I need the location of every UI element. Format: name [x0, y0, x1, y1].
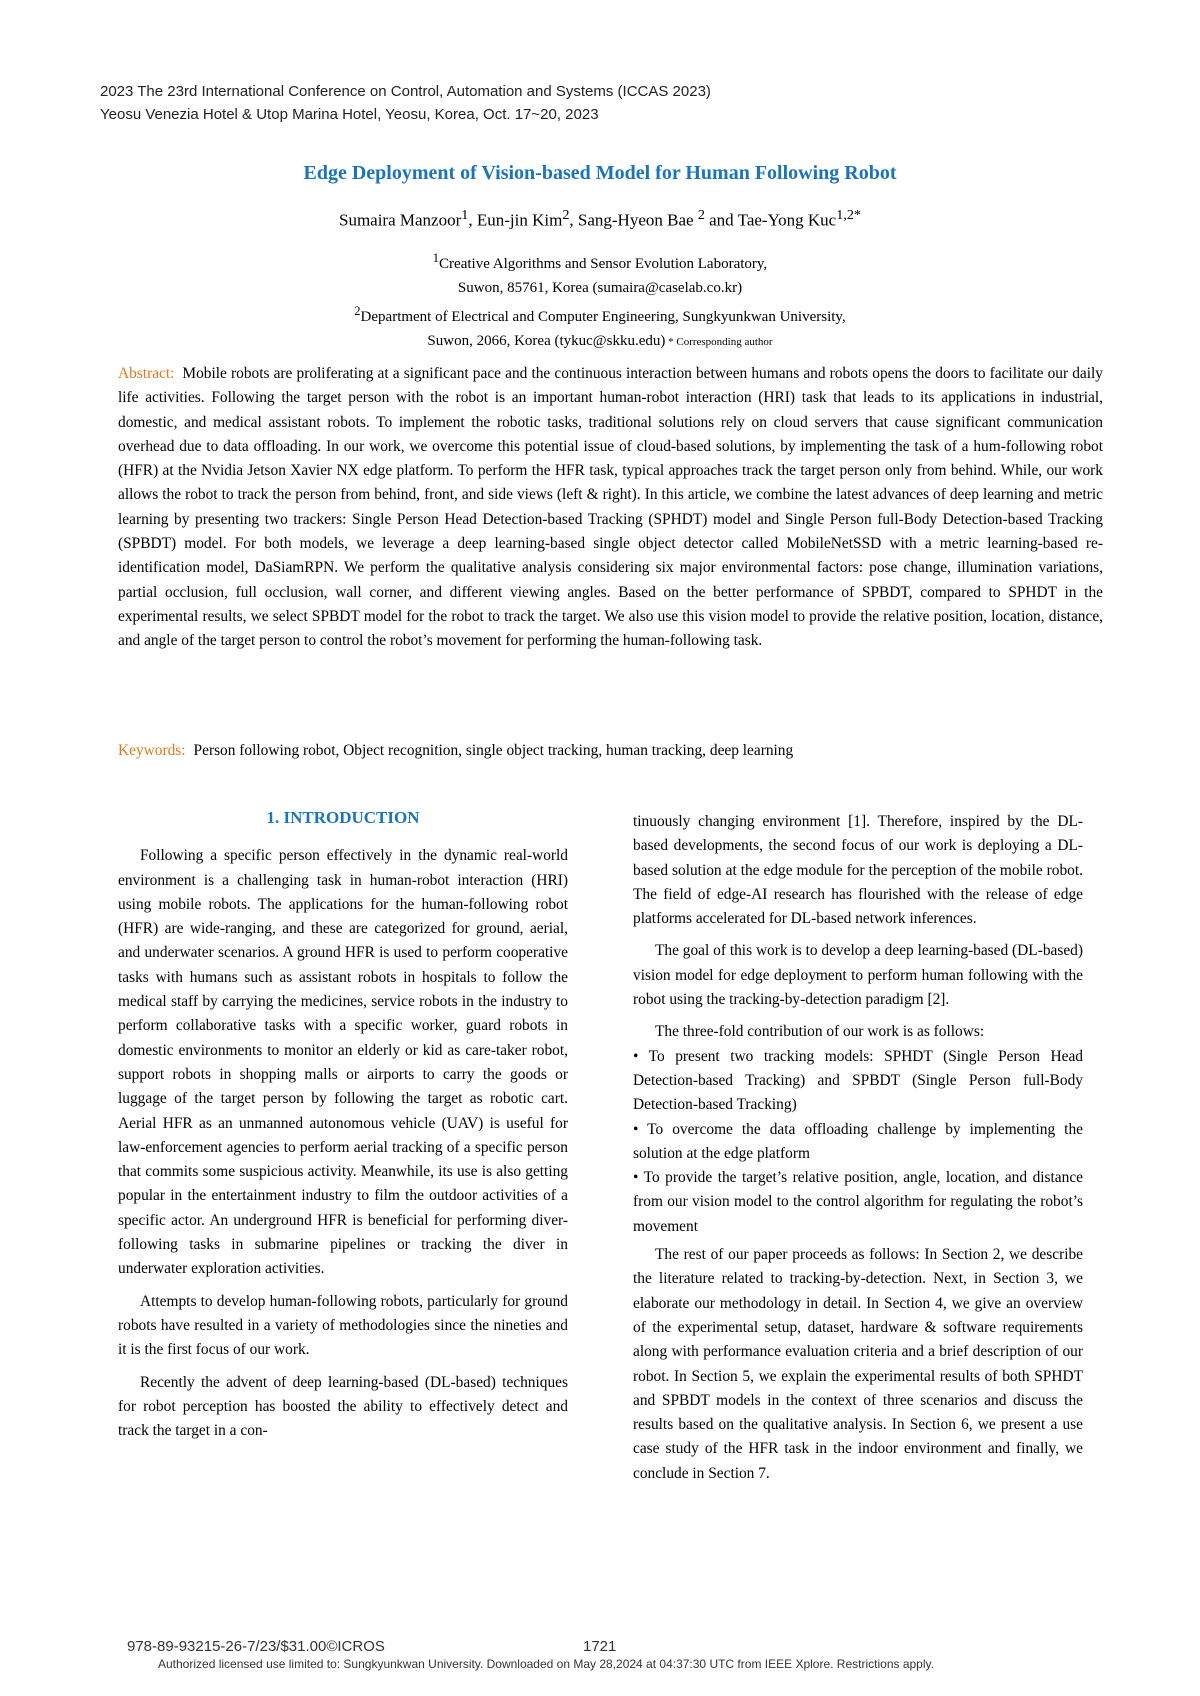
list-item: • To present two tracking models: SPHDT (Single Person Head Detection-based Tracking) and SPBDT (Single Person full-Body Detection-based Tracking)	[633, 1045, 1083, 1118]
affil-sup-1: 1	[432, 251, 440, 265]
author-4-affil: 1,2*	[836, 207, 862, 223]
paragraph: The rest of our paper proceeds as follows: In Section 2, we describe the literature related to tracking-by-detection. Next, in Section 3, we elaborate our methodology in detail. In Section 4, we give an overview of the experimental setup, dataset, hardware & software requirements along with performance evaluation criteria and a brief description of our robot. In Section 5, we explain the experimental results of both SPHDT and SPBDT models in the context of three scenarios and discuss the results based on the qualitative analysis. In Section 6, we present a use case study of the HFR task in the indoor environment and finally, we conclude in Section 7.	[633, 1246, 1083, 1482]
conference-line-2: Yeosu Venezia Hotel & Utop Marina Hotel, Yeosu, Korea, Oct. 17~20, 2023	[100, 106, 599, 123]
abstract	[118, 362, 1103, 654]
paragraph: The goal of this work is to develop a deep learning-based (DL-based) vision model for edge deployment to perform human following with the robot using the tracking-by-detection paradigm [2].	[633, 942, 1083, 1009]
right-column	[633, 810, 1083, 1494]
affiliations	[0, 247, 1200, 354]
isbn-text: 978-89-93215-26-7/23/$31.00©ICROS	[127, 1638, 385, 1655]
paragraph: tinuously changing environment [1]. Therefore, inspired by the DL-based developments, the second focus of our work is deploying a DL-based solution at the edge module for the perception of the mobile robot. The field of edge-AI research has flourished with the release of edge platforms accelerated for DL-based network inferences.	[633, 813, 1083, 928]
conference-header	[100, 80, 711, 126]
left-column	[118, 806, 568, 1451]
affiliation-2-address	[0, 330, 1200, 355]
author-1-affil: 1	[461, 207, 469, 223]
keywords-label: Keywords:	[118, 742, 186, 759]
page-number: 1721	[583, 1638, 617, 1655]
affil-sup-2: 2	[354, 304, 361, 318]
section-heading-introduction: 1. INTRODUCTION	[266, 808, 420, 827]
author-2-affil: 2	[562, 207, 570, 223]
author-list	[0, 207, 1200, 231]
corresponding-author-note: * Corresponding author	[665, 335, 773, 348]
abstract-label: Abstract:	[118, 365, 175, 382]
conference-line-1: 2023 The 23rd International Conference on Control, Automation and Systems (ICCAS 2023)	[100, 83, 711, 100]
author-4: and Tae-Yong Kuc	[704, 210, 837, 230]
paragraph: The three-fold contribution of our work is as follows:	[655, 1023, 985, 1041]
affiliation-2-name	[0, 300, 1200, 330]
page-footer	[127, 1638, 1127, 1655]
contribution-list	[633, 1045, 1083, 1239]
author-3-affil: 2	[697, 207, 705, 223]
paragraph: Following a specific person effectively in the dynamic real-world environment is a challenging task in human-robot interaction (HRI) using mobile robots. The applications for the human-following robot (HFR) are wide-ranging, and these are categorized for ground, aerial, and underwater scenarios. A ground HFR is used to perform cooperative tasks with humans such as assistant robots in hospitals to follow the medical staff by carrying the medicines, service robots in the industry to perform collaborative tasks with a specific worker, guard robots in domestic environments to monitor an elderly or kid as care-taker robot, support robots in shopping malls or airports to carry the goods or luggage of the target person by following the target as robotic cart. Aerial HFR as an unmanned autonomous vehicle (UAV) is useful for law-enforcement agencies to perform aerial tracking of a specific person that commits some suspicious activity. Meanwhile, its use is also getting popular in the entertainment industry to film the outdoor activities of a specific actor. An underground HFR is beneficial for performing diver-following tasks in submarine pipelines or tracking the diver in underwater exploration activities.	[118, 847, 568, 1278]
affiliation-1-address: Suwon, 85761, Korea (sumaira@caselab.co.kr)	[457, 279, 743, 296]
list-item: • To provide the target’s relative position, angle, location, and distance from our vision model to the control algorithm for regulating the robot’s movement	[633, 1166, 1083, 1239]
keywords	[118, 742, 793, 760]
keywords-text: Person following robot, Object recognition, single object tracking, human tracking, deep learning	[193, 742, 794, 759]
list-item: • To overcome the data offloading challenge by implementing the solution at the edge platform	[633, 1118, 1083, 1167]
author-2: , Eun-jin Kim	[468, 210, 563, 230]
author-1: Sumaira Manzoor	[338, 210, 462, 230]
affiliation-1-name	[0, 247, 1200, 277]
affil-line-4: Suwon, 2066, Korea (tykuc@skku.edu)	[427, 332, 666, 349]
paragraph: Attempts to develop human-following robots, particularly for ground robots have resulted in a variety of methodologies since the nineties and it is the first focus of our work.	[118, 1292, 568, 1359]
abstract-text: Mobile robots are proliferating at a significant pace and the continuous interaction between humans and robots opens the doors to facilitate our daily life activities. Following the target person with the robot is an important human-robot interaction (HRI) task that leads to its applications in industrial, domestic, and medical assistant robots. To implement the robotic tasks, traditional solutions rely on cloud servers that cause significant communication overhead due to data offloading. In our work, we overcome this potential issue of cloud-based solutions, by implementing the task of a hum-following robot (HFR) at the Nvidia Jetson Xavier NX edge platform. To perform the HFR task, typical approaches track the target person only from behind. While, our work allows the robot to track the person from behind, front, and side views (left & right). In this article, we combine the latest advances of deep learning and metric learning by presenting two trackers: Single Person Head Detection-based Tracking (SPHDT) model and Single Person full-Body Detection-based Tracking (SPBDT) model. For both models, we leverage a deep learning-based single object detector called MobileNetSSD with a metric learning-based re-identification model, DaSiamRPN. We perform the qualitative analysis considering six major environmental factors: pose change, illumination variations, partial occlusion, full occlusion, wall corner, and different viewing angles. Based on the better performance of SPBDT, compared to SPHDT in the experimental results, we select SPBDT model for the robot to track the target. We also use this vision model to provide the relative position, location, distance, and angle of the target person to control the robot’s movement for performing the human-following task.	[118, 365, 1103, 650]
paper-title: Edge Deployment of Vision-based Model for Human Following Robot	[303, 162, 897, 184]
license-notice: Authorized licensed use limited to: Sungkyunkwan University. Downloaded on May 28,2024 at 04:37:30 UTC from IEEE Xplore. Restrictions apply.	[158, 1657, 934, 1671]
paragraph: Recently the advent of deep learning-based (DL-based) techniques for robot perception has boosted the ability to effectively detect and track the target in a con-	[118, 1373, 568, 1440]
author-3: , Sang-Hyeon Bae	[569, 210, 698, 230]
affil-line-1: Creative Algorithms and Sensor Evolution Laboratory,	[439, 256, 768, 272]
affil-line-3: Department of Electrical and Computer Engineering, Sungkyunkwan University,	[360, 309, 846, 325]
